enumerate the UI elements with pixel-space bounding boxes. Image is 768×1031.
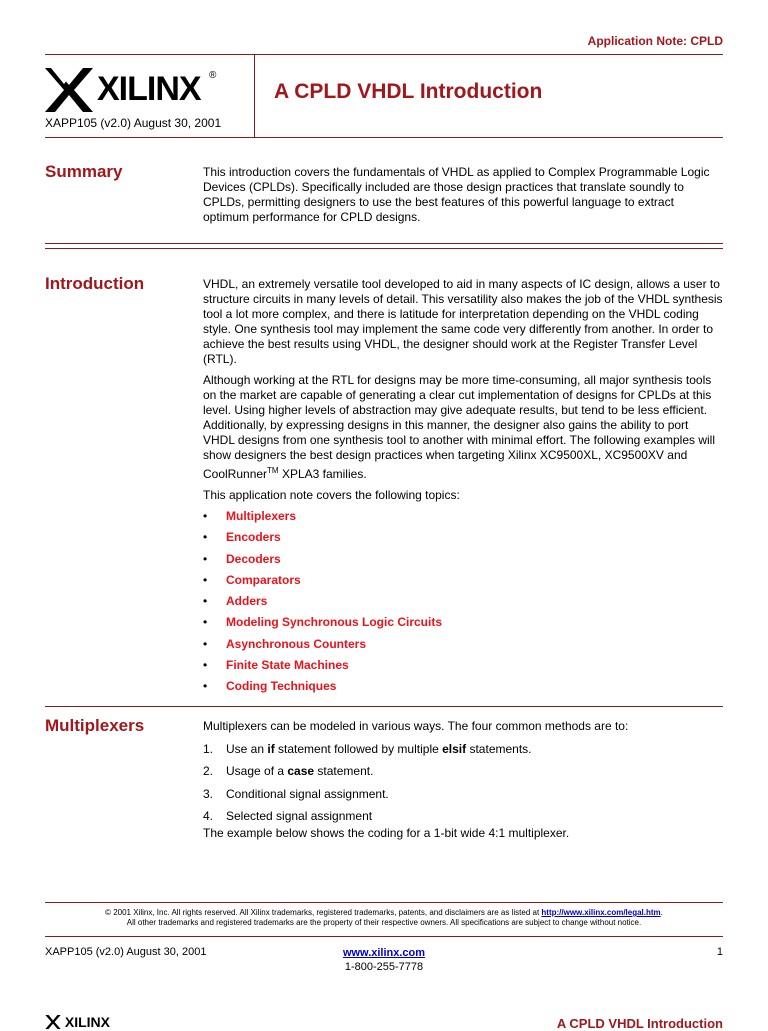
keyword-elsif: elsif (442, 742, 467, 756)
method-item (203, 764, 723, 786)
legal-line-2: All other trademarks and registered trademarks are the property of their respective owners. All specifications are subject to change without notice. (126, 918, 642, 927)
xilinx-logo (45, 66, 245, 112)
bullet: • (203, 615, 208, 630)
topic-link-comparators[interactable] (203, 573, 723, 594)
application-note-label: Application Note: CPLD (587, 34, 723, 48)
legal-line-1 (45, 908, 723, 918)
header-divider (254, 55, 255, 137)
keyword-if: if (267, 742, 275, 756)
method-text: statement. (314, 764, 374, 779)
topics-list (203, 509, 723, 701)
topic-label: Adders (226, 594, 268, 609)
item-number: 2. (203, 764, 214, 779)
footer-bottom-rule (45, 936, 723, 937)
method-item (203, 809, 723, 831)
multiplexers-heading: Multiplexers (45, 716, 145, 735)
phone-number: 1-800-255-7778 (344, 961, 424, 973)
method-text: Use an (226, 742, 268, 756)
topic-link-decoders[interactable] (203, 552, 723, 573)
legal-notice (45, 908, 723, 928)
bullet: • (203, 679, 208, 694)
topic-link-multiplexers[interactable] (203, 509, 723, 530)
method-text: statement followed by multiple (274, 742, 443, 756)
bullet: • (203, 572, 208, 587)
topic-label: Asynchronous Counters (226, 636, 367, 651)
next-page-logo-text: XILINX (64, 1014, 111, 1030)
trademark-mark: TM (267, 466, 279, 475)
introduction-rule (45, 706, 723, 707)
topic-link-asynchronous-counters[interactable] (203, 637, 723, 658)
bullet: • (203, 509, 208, 523)
intro-paragraph-2-end: XPLA3 families. (278, 467, 367, 481)
summary-text: This introduction covers the fundamentals of VHDL as applied to Complex Programmable Logic Devices (CPLDs). Specifically included are those design practices that translate soundly to CPLDs, permitting designers to use the best features of this powerful language to extract optimum performance for CPLD designs. (203, 165, 710, 224)
summary-rule-2 (45, 248, 723, 249)
method-text: Usage of a (226, 764, 288, 779)
topic-link-adders[interactable] (203, 594, 723, 615)
multiplexers-section (203, 719, 723, 847)
bullet: • (203, 530, 208, 545)
multiplexers-outro: The example below shows the coding for a 1-bit wide 4:1 multiplexer. (203, 826, 570, 841)
topic-label: Decoders (226, 551, 281, 566)
footer-contact (284, 946, 484, 974)
topic-link-encoders[interactable] (203, 530, 723, 551)
topic-link-finite-state-machines[interactable] (203, 658, 723, 679)
intro-paragraph-1: VHDL, an extremely versatile tool developed to aid in many aspects of IC design, allows a user to structure circuits in many levels of detail. This versatility also makes the job of the VHDL synthesis tool a lot more complex, and there is latitude for interpretation depending on the VHDL coding style. One synthesis tool may implement the same code very differently from another. In order to achieve the best results using VHDL, the designer should work at the Register Transfer Level (RTL). (203, 277, 723, 366)
bullet: • (203, 636, 208, 651)
legal-link[interactable]: http://www.xilinx.com/legal.htm (541, 908, 661, 917)
website-link[interactable]: www.xilinx.com (342, 947, 426, 959)
method-text: Selected signal assignment (226, 808, 373, 823)
item-number: 3. (203, 786, 214, 801)
topic-label: Coding Techniques (226, 679, 337, 694)
method-text: Conditional signal assignment. (226, 786, 389, 801)
item-number: 1. (203, 742, 214, 756)
method-item (203, 787, 723, 809)
document-id: XAPP105 (v2.0) August 30, 2001 (45, 116, 222, 130)
summary-section (203, 165, 723, 231)
method-text: statements. (466, 742, 532, 756)
footer-document-id: XAPP105 (v2.0) August 30, 2001 (45, 946, 207, 958)
item-number: 4. (203, 808, 214, 823)
legal-text-end: . (660, 908, 663, 917)
keyword-case: case (287, 764, 315, 779)
logo-wordmark: XILINX (97, 70, 201, 108)
page-title: A CPLD VHDL Introduction (274, 80, 543, 103)
page-number: 1 (716, 946, 723, 958)
registered-mark: ® (209, 70, 217, 81)
intro-paragraph-2-text: Although working at the RTL for designs may be more time-consuming, all major synthesis tools on the market are capable of generating a clear cut implementation of designs for CPLDs at this level. Using higher levels of abstraction may give adequate results, but tend to be less efficient. Additionally, by expressing designs in this manner, the designer also gains the ability to port VHDL designs from one synthesis tool to another with minimal effort. The following examples will show designers the best design practices when targeting Xilinx XC9500XL, XC9500XV and CoolRunner (203, 373, 716, 481)
summary-heading: Summary (45, 162, 123, 181)
bullet: • (203, 594, 208, 609)
xilinx-logo-icon (45, 68, 93, 112)
topic-link-coding-techniques[interactable] (203, 679, 723, 700)
legal-text: © 2001 Xilinx, Inc. All rights reserved. All Xilinx trademarks, registered trademarks, patents, and disclaimers are as listed at (105, 908, 542, 917)
topic-label: Encoders (226, 530, 281, 545)
topic-label: Finite State Machines (226, 658, 349, 673)
xilinx-logo-small-icon (45, 1015, 61, 1029)
topic-label: Comparators (226, 572, 301, 587)
footer-rule (45, 902, 723, 903)
method-item (203, 742, 723, 764)
topic-link-synchronous-logic[interactable] (203, 615, 723, 636)
multiplexers-intro: Multiplexers can be modeled in various ways. The four common methods are to: (203, 719, 629, 733)
topic-label: Modeling Synchronous Logic Circuits (226, 615, 443, 630)
header-rule (45, 54, 723, 55)
multiplexer-methods-list (203, 742, 723, 831)
summary-rule-1 (45, 243, 723, 244)
intro-paragraph-3: This application note covers the following topics: (203, 488, 460, 502)
bullet: • (203, 551, 208, 566)
intro-paragraph-2 (203, 373, 723, 482)
topic-label: Multiplexers (226, 509, 297, 523)
next-page-title: A CPLD VHDL Introduction (556, 1016, 723, 1031)
introduction-section (203, 277, 723, 701)
bullet: • (203, 658, 208, 673)
next-page-logo (45, 1014, 110, 1030)
introduction-heading: Introduction (45, 274, 145, 293)
header-bottom-rule (45, 137, 723, 138)
